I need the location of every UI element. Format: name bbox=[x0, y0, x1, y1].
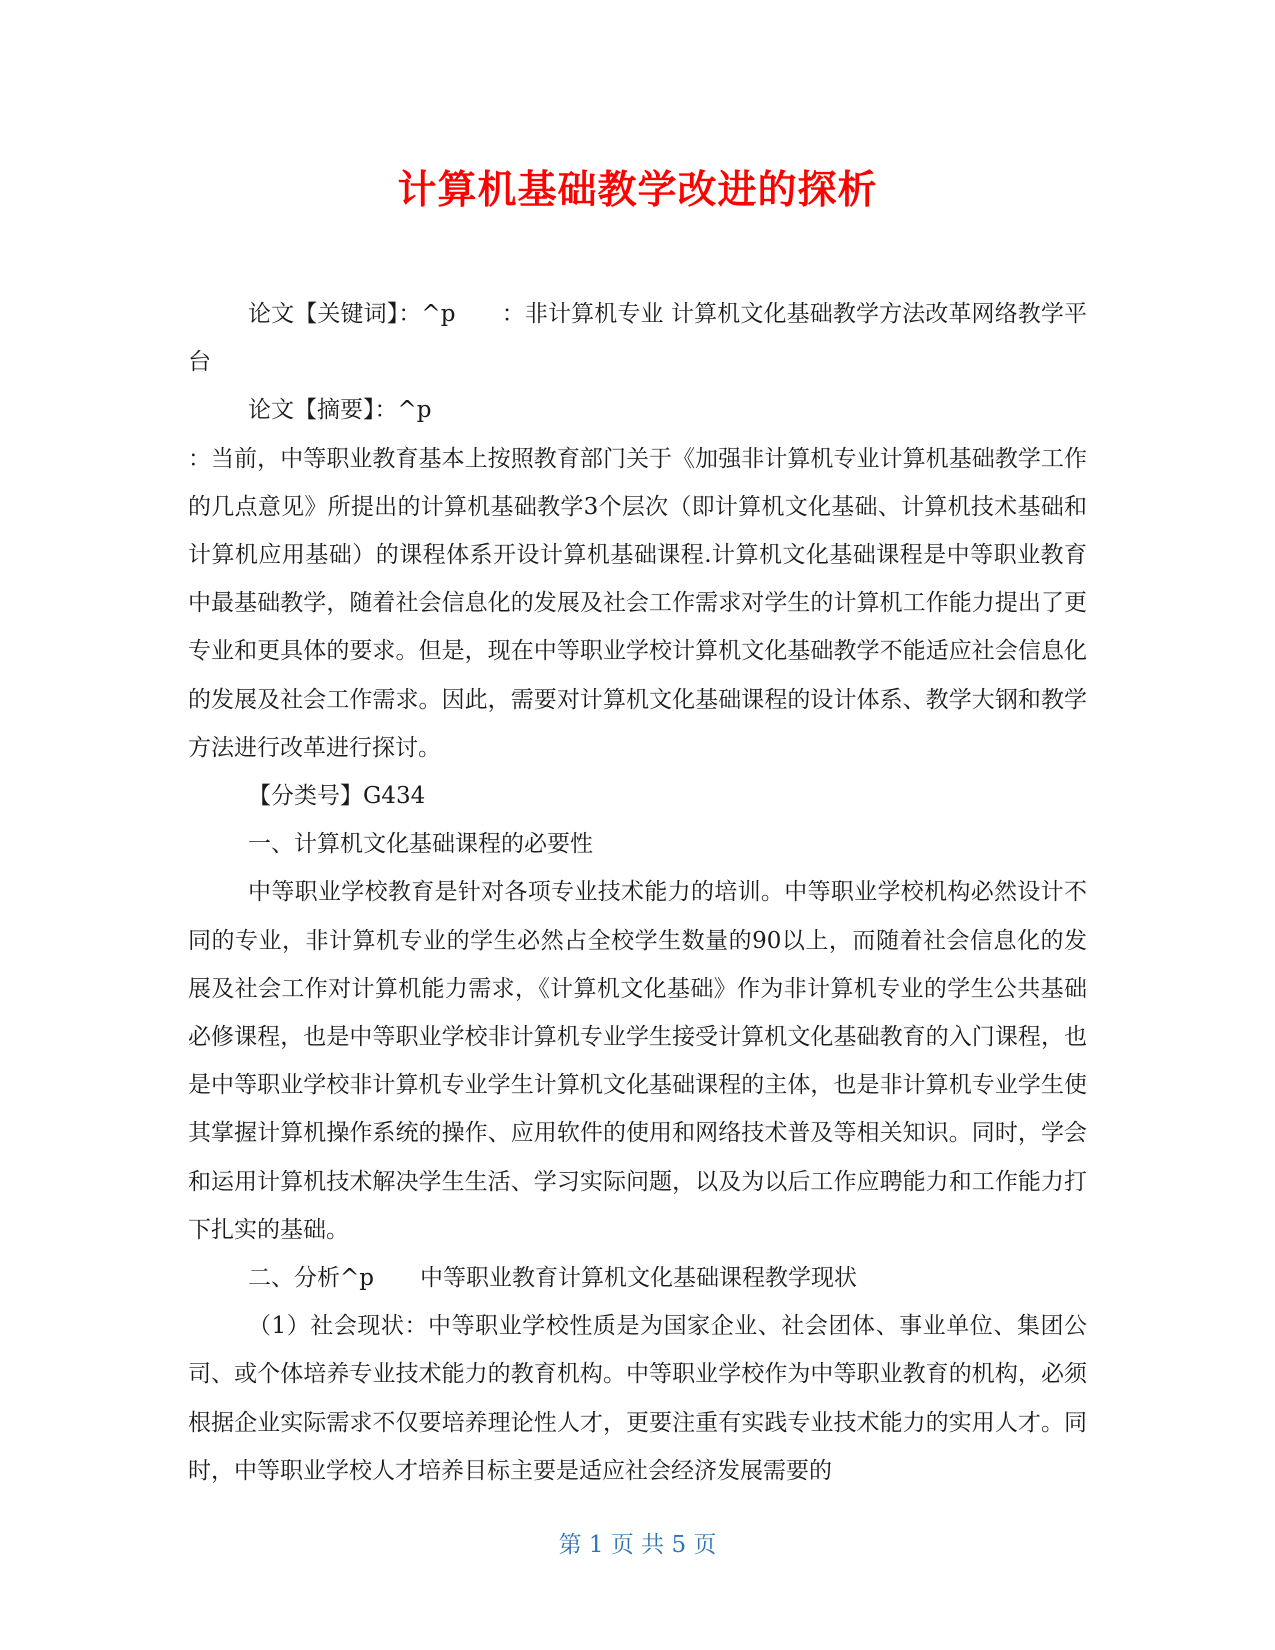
document-body bbox=[188, 290, 1087, 1495]
section-2-heading: 二、分析^p 中等职业教育计算机文化基础课程教学现状 bbox=[248, 1265, 857, 1292]
classification-paragraph: 【分类号】G434 bbox=[248, 783, 426, 810]
abstract-paragraph: ：当前，中等职业教育基本上按照教育部门关于《加强非计算机专业计算机基础教学工作的几点意见》所提出的计算机基础教学3个层次（即计算机文化基础、计算机技术基础和计算机应用基础）的课程体系开设计算机基础课程.计算机文化基础课程是中等职业教育中最基础教学，随着社会信息化的发展及社会工作需求对学生的计算机工作能力提出了更专业和更具体的要求。但是，现在中等职业学校计算机文化基础教学不能适应社会信息化的发展及社会工作需求。因此，需要对计算机文化基础课程的设计体系、教学大钢和教学方法进行改革进行探讨。 bbox=[188, 445, 1087, 761]
keywords-paragraph: 论文【关键词】：^p ：非计算机专业 计算机文化基础教学方法改革网络教学平台 bbox=[188, 301, 1087, 376]
section-1-paragraph: 中等职业学校教育是针对各项专业技术能力的培训。中等职业学校机构必然设计不同的专业，非计算机专业的学生必然占全校学生数量的90以上，而随着社会信息化的发展及社会工作对计算机能力需求，《计算机文化基础》作为非计算机专业的学生公共基础必修课程，也是中等职业学校非计算机专业学生接受计算机文化基础教育的入门课程，也是中等职业学校非计算机专业学生计算机文化基础课程的主体，也是非计算机专业学生使其掌握计算机操作系统的操作、应用软件的使用和网络技术普及等相关知识。同时，学会和运用计算机技术解决学生生活、学习实际问题，以及为以后工作应聘能力和工作能力打下扎实的基础。 bbox=[188, 879, 1087, 1243]
section-2-paragraph-1: （1）社会现状：中等职业学校性质是为国家企业、社会团体、事业单位、集团公司、或个体培养专业技术能力的教育机构。中等职业学校作为中等职业教育的机构，必须根据企业实际需求不仅要培养理论性人才，更要注重有实践专业技术能力的实用人才。同时，中等职业学校人才培养目标主要是适应社会经济发展需要的 bbox=[188, 1313, 1087, 1484]
section-1-heading: 一、计算机文化基础课程的必要性 bbox=[248, 831, 593, 858]
page-number-footer: 第 1 页 共 5 页 bbox=[558, 1532, 717, 1558]
abstract-label-paragraph: 论文【摘要】：^p bbox=[248, 397, 432, 424]
document-title: 计算机基础教学改进的探析 bbox=[397, 168, 878, 213]
